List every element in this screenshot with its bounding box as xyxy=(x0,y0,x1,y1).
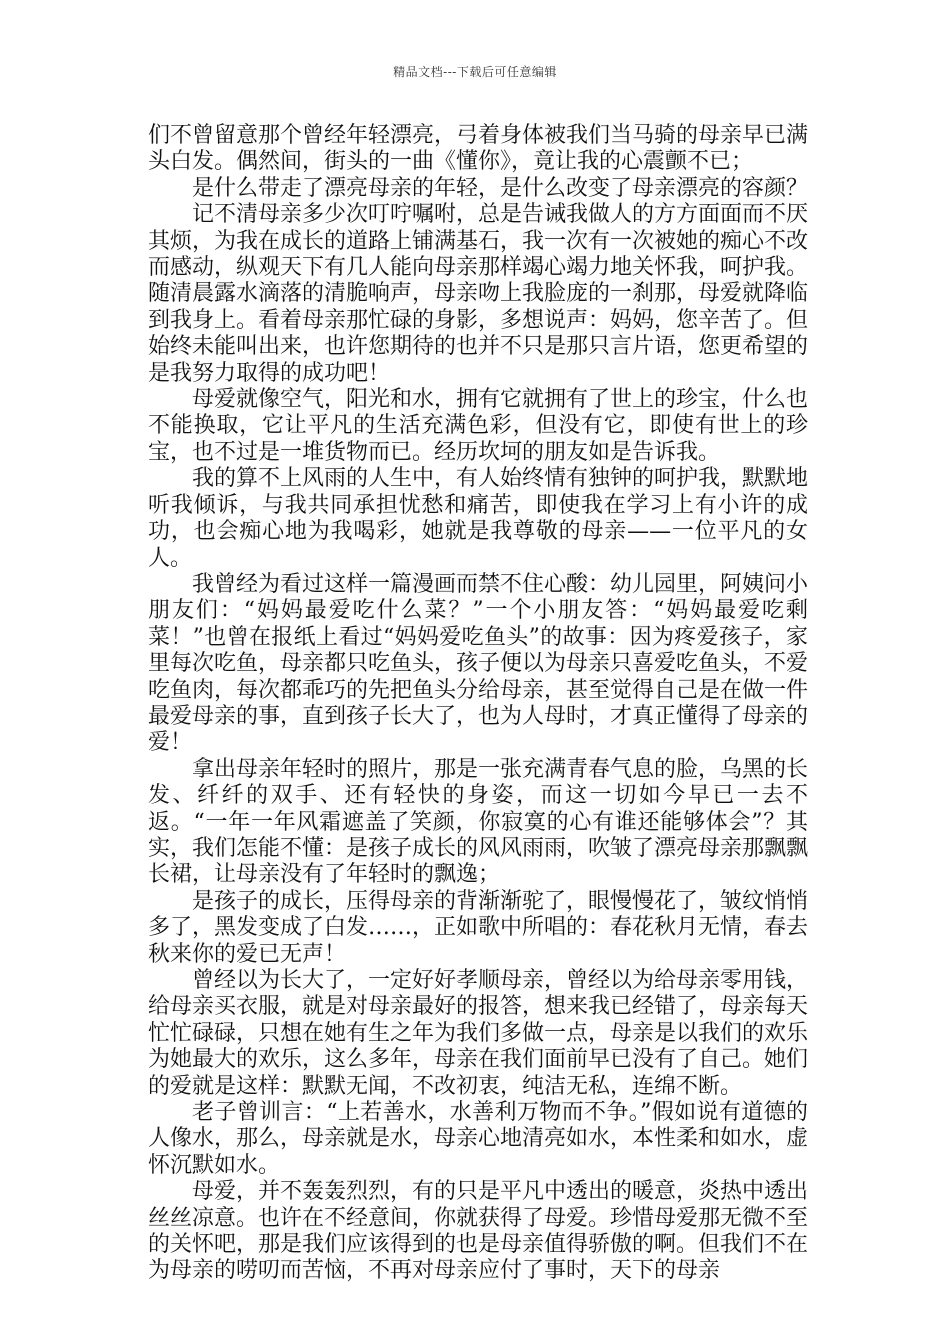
paragraph-6: 我曾经为看过这样一篇漫画而禁不住心酸：幼儿园里，阿姨问小朋友们：“妈妈最爱吃什么菜？”一个小朋友答：“妈妈最爱吃剩菜！”也曾在报纸上看过“妈妈爱吃鱼头”的故事：因为疼爱孩子，家里每次吃鱼，母亲都只吃鱼头，孩子便以为母亲只喜爱吃鱼头，不爱吃鱼肉，每次都乖巧的先把鱼头分给母亲，甚至觉得自己是在做一件最爱母亲的事，直到孩子长大了，也为人母时，才真正懂得了母亲的爱！ xyxy=(148,571,809,756)
paragraph-11: 母爱，并不轰轰烈烈，有的只是平凡中透出的暖意，炎热中透出丝丝凉意。也许在不经意间，你就获得了母爱。珍惜母爱那无微不至的关怀吧，那是我们应该得到的也是母亲值得骄傲的啊。但我们不在为母亲的唠叨而苦恼，不再对母亲应付了事时，天下的母亲 xyxy=(148,1179,809,1284)
paragraph-10: 老子曾训言：“上若善水，水善利万物而不争。”假如说有道德的人像水，那么，母亲就是水，母亲心地清亮如水，本性柔和如水，虚怀沉默如水。 xyxy=(148,1100,809,1178)
paragraph-3: 记不清母亲多少次叮咛嘱咐，总是告诫我做人的方方面面而不厌其烦，为我在成长的道路上铺满基石，我一次有一次被她的痴心不改而感动，纵观天下有几人能向母亲那样竭心竭力地关怀我，呵护我。随清晨露水滴落的清脆响声，母亲吻上我脸庞的一刹那，母爱就降临到我身上。看着母亲那忙碌的身影，多想说声：妈妈，您辛苦了。但始终未能叫出来，也许您期待的也并不只是那只言片语，您更希望的是我努力取得的成功吧！ xyxy=(148,202,809,386)
paragraph-2: 是什么带走了漂亮母亲的年轻，是什么改变了母亲漂亮的容颜？ xyxy=(192,175,809,201)
article-body xyxy=(148,123,808,1285)
paragraph-4: 母爱就像空气，阳光和水，拥有它就拥有了世上的珍宝，什么也不能换取，它让平凡的生活充满色彩，但没有它，即使有世上的珍宝，也不过是一堆货物而已。经历坎坷的朋友如是告诉我。 xyxy=(148,387,809,465)
paragraph-7: 拿出母亲年轻时的照片，那是一张充满青春气息的脸，乌黑的长发、纤纤的双手、还有轻快的身姿，而这一切如今早已一去不返。“一年一年风霜遮盖了笑颜，你寂寞的心有谁还能够体会”？其实，我们怎能不懂：是孩子成长的风风雨雨，吹皱了漂亮母亲那飘飘长裙，让母亲没有了年轻时的飘逸； xyxy=(148,756,809,888)
page-header: 精品文档---下载后可任意编辑 xyxy=(393,65,557,79)
paragraph-5: 我的算不上风雨的人生中，有人始终情有独钟的呵护我，默默地听我倾诉，与我共同承担忧愁和痛苦，即使我在学习上有小许的成功，也会痴心地为我喝彩，她就是我尊敬的母亲——一位平凡的女人。 xyxy=(148,466,809,571)
paragraph-1: 们不曾留意那个曾经年轻漂亮，弓着身体被我们当马骑的母亲早已满头白发。偶然间，街头的一曲《懂你》，竟让我的心震颤不已； xyxy=(148,123,809,175)
paragraph-9: 曾经以为长大了，一定好好孝顺母亲，曾经以为给母亲零用钱，给母亲买衣服，就是对母亲最好的报答，想来我已经错了，母亲每天忙忙碌碌，只想在她有生之年为我们多做一点，母亲是以我们的欢乐为她最大的欢乐，这么多年，母亲在我们面前早已没有了自己。她们的爱就是这样：默默无闻，不改初衷，纯洁无私，连绵不断。 xyxy=(148,968,809,1099)
paragraph-8: 是孩子的成长，压得母亲的背渐渐驼了，眼慢慢花了，皱纹悄悄多了，黑发变成了白发……，正如歌中所唱的：春花秋月无情，春去秋来你的爱已无声！ xyxy=(148,888,809,967)
